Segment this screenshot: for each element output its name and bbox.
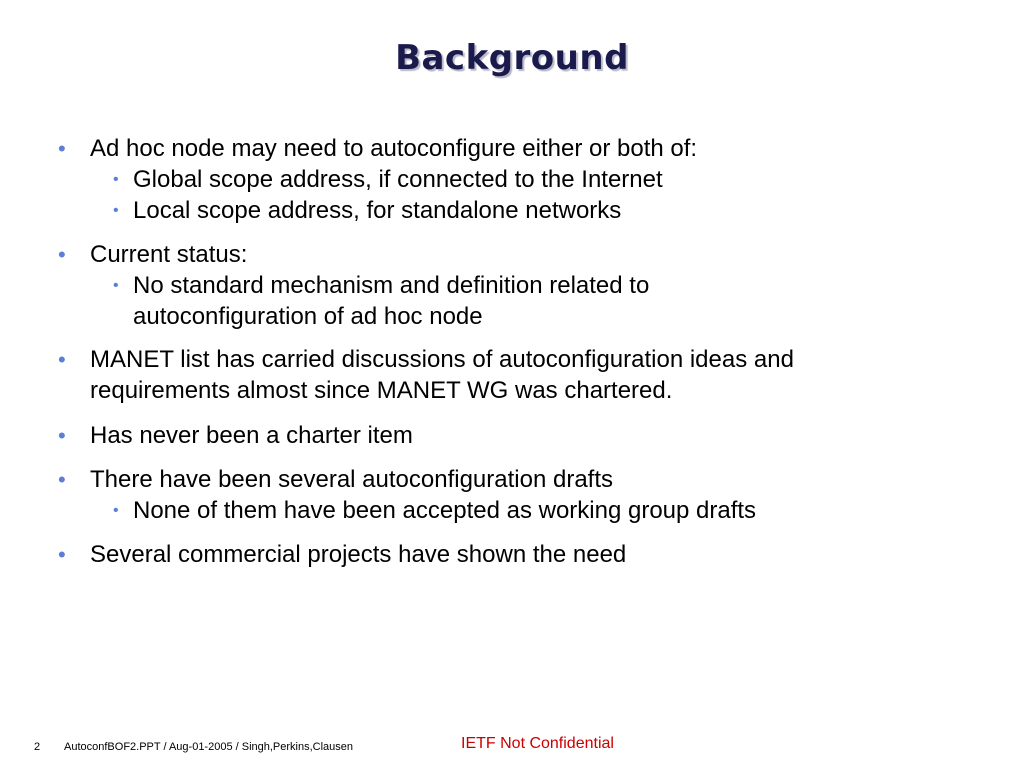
bullet-text: Has never been a charter item	[90, 422, 413, 449]
bullet-continuation	[90, 375, 672, 406]
sub-bullet-icon: •	[113, 202, 119, 219]
sub-bullet-text: No standard mechanism and definition related to	[133, 272, 650, 299]
bullet-text: Current status:	[90, 241, 248, 268]
bullet-text: Several commercial projects have shown the need	[90, 541, 627, 568]
bullet-text: There have been several autoconfiguration drafts	[90, 466, 613, 493]
sub-bullet-item	[113, 270, 650, 301]
bullet-item	[58, 344, 794, 375]
sub-bullet-icon: •	[113, 171, 119, 188]
bullet-item	[58, 420, 413, 451]
bullet-icon: •	[58, 136, 66, 161]
sub-bullet-item	[113, 195, 622, 226]
page-number: 2	[34, 741, 41, 753]
bullet-item	[58, 239, 248, 270]
bullet-text: requirements almost since MANET WG was chartered.	[90, 377, 673, 404]
bullet-icon: •	[58, 347, 66, 372]
bullet-icon: •	[58, 542, 66, 567]
bullet-item	[58, 133, 698, 164]
sub-bullet-text: Global scope address, if connected to the Internet	[133, 166, 663, 193]
sub-bullet-item	[113, 164, 663, 195]
sub-bullet-text: autoconfiguration of ad hoc node	[133, 303, 483, 330]
sub-bullet-icon: •	[113, 277, 119, 294]
bullet-item	[58, 464, 613, 495]
bullet-text: MANET list has carried discussions of autoconfiguration ideas and	[90, 346, 794, 373]
sub-bullet-continuation	[133, 301, 483, 332]
slide-title: Background	[395, 38, 629, 78]
bullet-icon: •	[58, 242, 66, 267]
footer-source-text: AutoconfBOF2.PPT / Aug-01-2005 / Singh,Perkins,Clausen	[64, 741, 354, 753]
bullet-icon: •	[58, 423, 66, 448]
sub-bullet-text: None of them have been accepted as working group drafts	[133, 497, 757, 524]
bullet-icon: •	[58, 467, 66, 492]
bullet-item	[58, 539, 627, 570]
classification-label: IETF Not Confidential	[461, 735, 614, 752]
footer-source	[34, 741, 353, 753]
sub-bullet-item	[113, 495, 757, 526]
bullet-text: Ad hoc node may need to autoconfigure either or both of:	[90, 135, 698, 162]
sub-bullet-text: Local scope address, for standalone networks	[133, 197, 622, 224]
sub-bullet-icon: •	[113, 502, 119, 519]
